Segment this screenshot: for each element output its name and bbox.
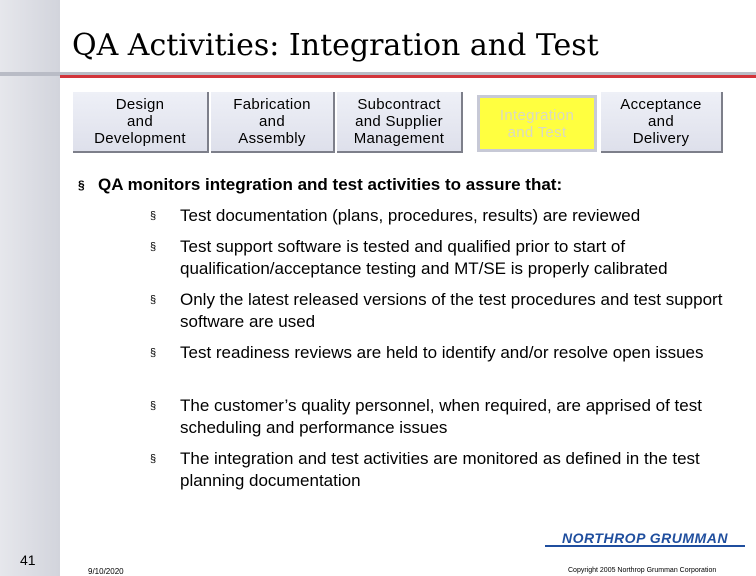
process-steps <box>73 92 723 153</box>
northrop-grumman-logo <box>545 529 745 549</box>
slide-title: QA Activities: Integration and Test <box>72 28 599 63</box>
step-subcontract-supplier <box>337 92 463 153</box>
left-decorative-band <box>0 0 60 576</box>
step-label-line: Development <box>94 130 186 147</box>
bullet-text: The customer’s quality personnel, when required, are apprised of test scheduling and performance issues <box>180 396 702 437</box>
bullet-text: Test readiness reviews are held to identify and/or resolve open issues <box>180 343 704 362</box>
bullet-text: Test documentation (plans, procedures, results) are reviewed <box>180 206 641 225</box>
bullet-marker: § <box>150 210 157 222</box>
bullet-list <box>78 174 738 490</box>
main-bullet <box>78 174 738 196</box>
step-label-line: Subcontract <box>357 96 441 113</box>
bullet-marker: § <box>78 178 85 192</box>
bullet-text: Only the latest released versions of the test procedures and test support software are used <box>180 290 723 331</box>
step-label-line: Integration <box>499 106 575 124</box>
step-label-line: and Test <box>507 123 567 141</box>
bullet-text: The integration and test activities are monitored as defined in the test planning documentation <box>180 449 700 490</box>
step-label-line: Management <box>353 130 445 147</box>
step-label-line: and <box>127 113 153 130</box>
bullet-text: Test support software is tested and qualified prior to start of qualification/acceptance testing and MT/SE is properly calibrated <box>180 237 668 278</box>
step-label-line: Assembly <box>238 130 306 147</box>
bullet-marker: § <box>150 294 157 306</box>
bullet-marker: § <box>150 400 157 412</box>
step-label-line: and <box>648 113 674 130</box>
step-design-development <box>73 92 209 153</box>
step-label-line: and Supplier <box>355 113 443 130</box>
slide-date: 9/10/2020 <box>88 567 124 576</box>
step-label-line: Delivery <box>632 130 690 147</box>
step-acceptance-delivery <box>601 92 723 153</box>
step-label-line: Design <box>115 96 165 113</box>
copyright: Copyright 2005 Northrop Grumman Corporation <box>568 567 717 574</box>
step-label-line: Fabrication <box>233 96 311 113</box>
bullet-marker: § <box>150 347 157 359</box>
bullet-marker: § <box>150 453 157 465</box>
step-label-line: and <box>259 113 285 130</box>
page-number: 41 <box>20 552 36 568</box>
logo-text: NORTHROP GRUMMAN <box>562 530 728 546</box>
step-integration-test <box>477 95 597 152</box>
main-bullet-text: QA monitors integration and test activities to assure that: <box>98 175 563 194</box>
title-accent-line <box>60 75 756 78</box>
step-label-line: Acceptance <box>620 96 702 113</box>
bullet-marker: § <box>150 241 157 253</box>
step-fabrication-assembly <box>211 92 335 153</box>
